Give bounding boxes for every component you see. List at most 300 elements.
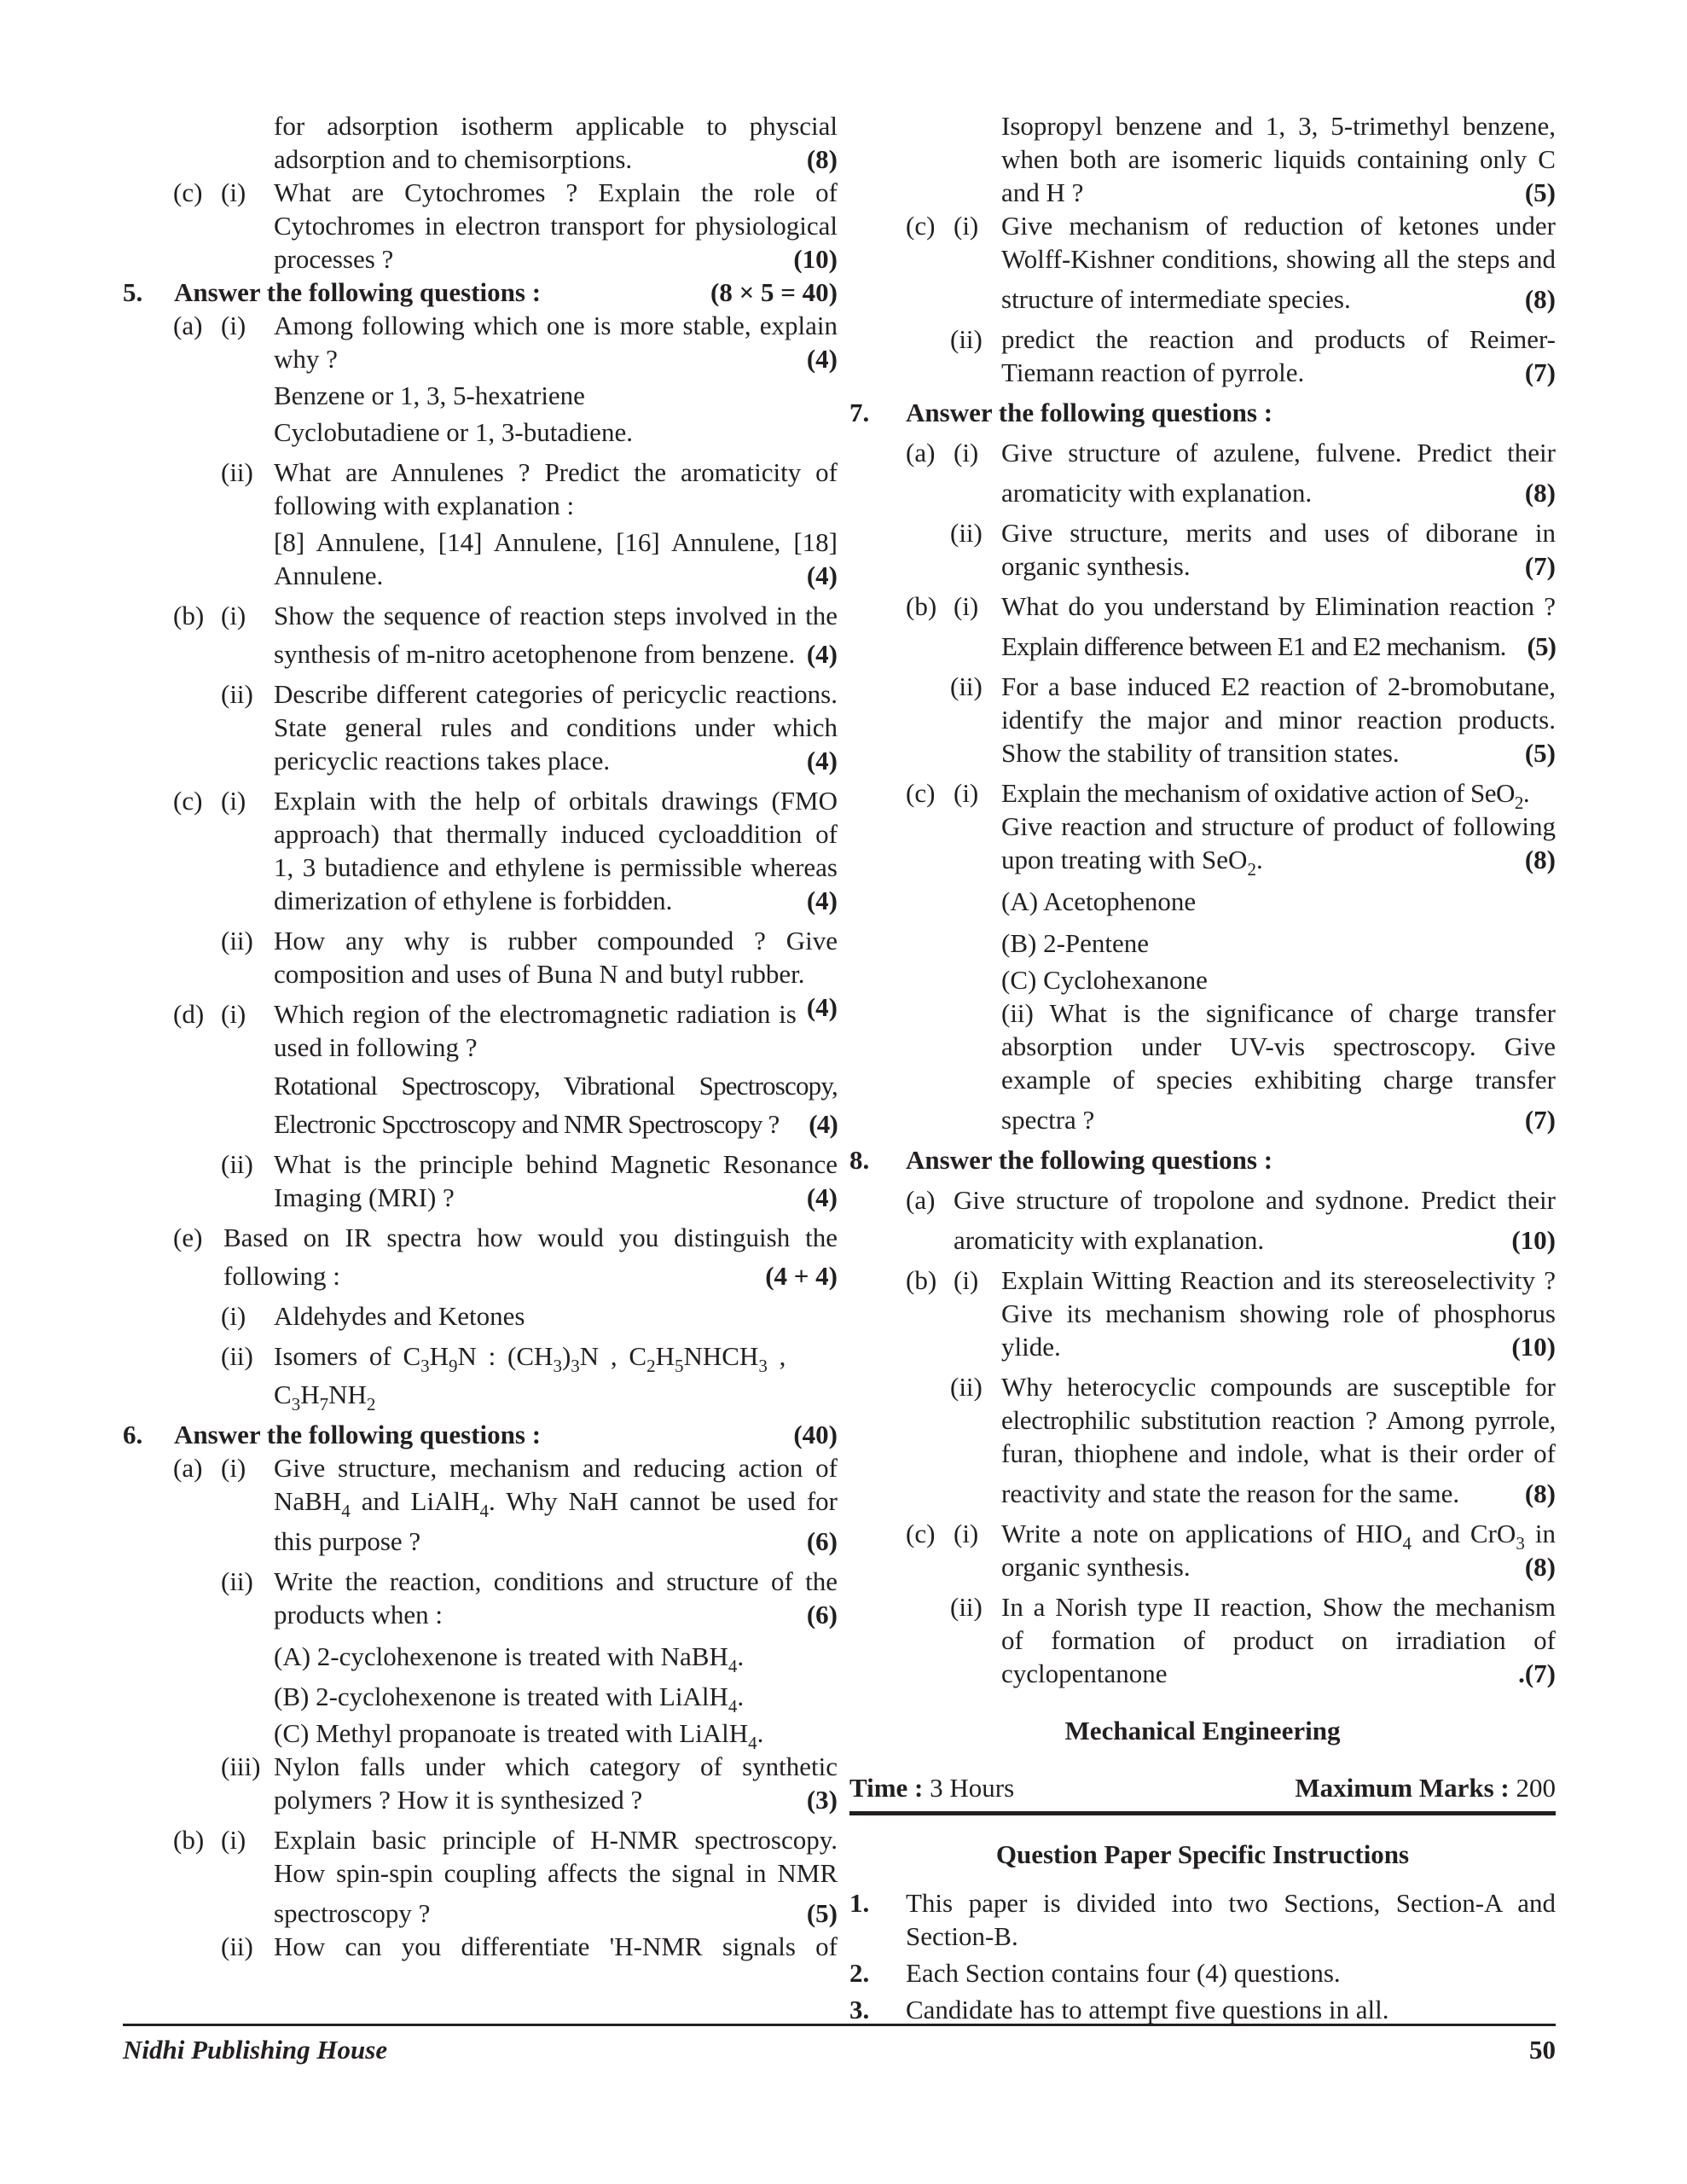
sub-label: (i) xyxy=(221,601,246,630)
text-line xyxy=(274,1783,838,1816)
part-label: (a) xyxy=(173,311,203,340)
text-line: Give structure, mechanism and reducing action of xyxy=(274,1453,838,1483)
q6a-iii xyxy=(123,1750,838,1816)
text-line xyxy=(1001,843,1556,880)
text-span: pericyclic reactions takes place. xyxy=(274,746,611,775)
marks: (6) xyxy=(806,1526,838,1556)
sub-label: (ii) xyxy=(950,1372,983,1402)
text-span: ylide. xyxy=(1001,1332,1061,1362)
q8a xyxy=(849,1183,1556,1257)
text-span: reactivity and state the reason for the same. xyxy=(1001,1478,1460,1508)
text-line: Write the reaction, conditions and structure of the xyxy=(274,1566,838,1596)
text-line: when both are isomeric liquids containing only C xyxy=(1001,144,1556,174)
text-span: and H ? xyxy=(1001,177,1084,207)
text-line: Each Section contains four (4) questions. xyxy=(906,1958,1341,1988)
text-span: polymers ? How it is synthesized ? xyxy=(274,1785,643,1815)
text-span: cyclopentanone xyxy=(1001,1658,1168,1688)
t: H xyxy=(300,1380,320,1409)
subscript: 2 xyxy=(366,1394,376,1414)
left-column xyxy=(123,109,838,1963)
text-line xyxy=(1001,736,1556,770)
text-line xyxy=(1001,776,1556,813)
question-title: Answer the following questions : xyxy=(174,277,542,307)
marks: (4) xyxy=(806,344,838,374)
sub-label: (ii) xyxy=(950,671,983,701)
marks: (10) xyxy=(1511,1332,1556,1362)
q7b-i xyxy=(849,590,1556,663)
q4b-continuation xyxy=(123,109,838,176)
right-column xyxy=(849,109,1556,2026)
t: Methyl propanoate is treated with LiAlH xyxy=(316,1718,749,1748)
instruction-2 xyxy=(849,1956,1556,1989)
q6b-ii xyxy=(123,1930,838,1963)
question-number: 8. xyxy=(849,1145,870,1175)
t: Isomers of C xyxy=(274,1341,421,1371)
text-line: electrophilic substitution reaction ? Among pyrrole, xyxy=(1001,1405,1556,1435)
t: N , C xyxy=(579,1341,647,1371)
marks: (10) xyxy=(1511,1225,1556,1255)
subscript: 3 xyxy=(1516,1533,1525,1554)
marks: (8 × 5 = 40) xyxy=(710,277,838,307)
t: in xyxy=(1524,1519,1557,1548)
marks: (5) xyxy=(1524,738,1556,768)
t: H xyxy=(429,1341,449,1371)
text-line xyxy=(1001,476,1556,509)
text-line xyxy=(274,1598,838,1631)
text-line xyxy=(274,637,838,671)
q6a-i xyxy=(123,1451,838,1558)
q5e-i xyxy=(123,1299,838,1333)
text-line xyxy=(1001,1477,1556,1510)
instruction-number: 1. xyxy=(849,1888,870,1918)
marks: (8) xyxy=(1524,284,1556,314)
time-info xyxy=(849,1771,1014,1804)
text-line: Among following which one is more stable, explain xyxy=(274,311,838,340)
subscript: 4 xyxy=(479,1501,489,1521)
text-line: for adsorption isotherm applicable to physcial xyxy=(274,111,838,141)
text-span: Show the stability of transition states. xyxy=(1001,738,1400,768)
q5e-ii xyxy=(123,1339,838,1414)
text-span: why ? xyxy=(274,344,338,374)
text-line: Nylon falls under which category of synthetic xyxy=(274,1751,838,1781)
subscript: 2 xyxy=(1514,793,1523,813)
marks: (4 + 4) xyxy=(765,1261,838,1291)
part-label: (c) xyxy=(906,211,936,241)
text-line: What are Annulenes ? Predict the aromaticity of xyxy=(274,457,838,487)
question-number: 6. xyxy=(123,1420,143,1449)
marks: .(7) xyxy=(1518,1658,1556,1688)
text-line: approach) that thermally induced cycloaddition of xyxy=(274,819,838,849)
text-line: Give mechanism of reduction of ketones under xyxy=(1001,211,1556,241)
q7a-i xyxy=(849,436,1556,509)
text-line: How spin-spin coupling affects the signal in NMR xyxy=(274,1858,838,1888)
question-title: Answer the following questions : xyxy=(906,398,1273,427)
q6c-ii xyxy=(849,322,1556,389)
text-line xyxy=(1001,1550,1556,1583)
text-span: organic synthesis. xyxy=(1001,1552,1191,1582)
q6-heading xyxy=(123,1418,838,1451)
question-number: 5. xyxy=(123,277,143,307)
text-line xyxy=(1001,996,1556,1030)
subscript: 3 xyxy=(758,1356,768,1376)
text-line xyxy=(1001,176,1556,209)
time-marks-row xyxy=(849,1771,1556,1815)
page-number: 50 xyxy=(1529,2035,1556,2065)
text-line xyxy=(1001,356,1556,389)
part-label: (a) xyxy=(173,1453,203,1483)
text-line: Show the sequence of reaction steps involved in the xyxy=(274,601,838,630)
t: 2-cyclohexenone is treated with NaBH xyxy=(316,1641,728,1671)
t: Explain the mechanism of oxidative action of SeO xyxy=(1001,778,1515,808)
subscript: 3 xyxy=(571,1356,580,1376)
subscript: 4 xyxy=(728,1656,738,1676)
marks: (4) xyxy=(806,561,838,590)
text-line xyxy=(954,1223,1556,1257)
text-line: absorption under UV-vis spectroscopy. Give xyxy=(1001,1031,1556,1061)
sub-label: (i) xyxy=(954,1519,979,1548)
q5e xyxy=(123,1221,838,1292)
text-line: Give reaction and structure of product of following xyxy=(1001,811,1556,841)
text-span: processes ? xyxy=(274,244,394,274)
text-line xyxy=(274,1896,838,1930)
text-span: organic synthesis. xyxy=(1001,551,1191,581)
text-line xyxy=(274,1107,838,1141)
q7c-i xyxy=(849,776,1556,996)
t: H xyxy=(655,1341,675,1371)
formula-line xyxy=(274,1378,838,1414)
text-line: Explain basic principle of H-NMR spectroscopy. xyxy=(274,1825,838,1855)
option-C: (C) Cyclohexanone xyxy=(1001,965,1208,995)
option-A xyxy=(274,1640,838,1676)
subscript: 2 xyxy=(646,1356,656,1376)
part-label: (c) xyxy=(173,177,203,207)
formula-line xyxy=(274,1339,838,1376)
text-span: dimerization of ethylene is forbidden. xyxy=(274,886,673,915)
part-label: (d) xyxy=(173,999,205,1029)
text-line xyxy=(274,744,838,777)
q8-heading xyxy=(849,1143,1556,1176)
instruction-1 xyxy=(849,1886,1556,1953)
text-line xyxy=(274,342,838,375)
text-line: Give structure, merits and uses of diborane in xyxy=(1001,518,1556,548)
marks: (4) xyxy=(806,992,838,1022)
page-footer xyxy=(123,2024,1556,2066)
sub-label: (i) xyxy=(954,778,979,808)
marks: (5) xyxy=(1524,177,1556,207)
t: Write a note on applications of HIO xyxy=(1001,1519,1403,1548)
sub-label: (ii) xyxy=(221,1341,253,1371)
marks: (8) xyxy=(1524,1478,1556,1508)
part-label: (c) xyxy=(906,778,936,808)
q5a-i xyxy=(123,309,838,449)
subscript: 4 xyxy=(748,1733,757,1753)
text-line xyxy=(274,142,838,176)
part-label: (b) xyxy=(173,601,205,630)
sub-label: (i) xyxy=(221,1301,246,1331)
sub-label: (ii) xyxy=(221,1931,253,1961)
question-number: 7. xyxy=(849,398,870,427)
t: . xyxy=(737,1641,745,1671)
text-line xyxy=(274,1484,838,1521)
q8b-i xyxy=(849,1263,1556,1363)
t: NaBH xyxy=(274,1486,342,1516)
text-line xyxy=(1001,630,1556,663)
text-line: For a base induced E2 reaction of 2-bromobutane, xyxy=(1001,671,1556,701)
text-span: products when : xyxy=(274,1600,443,1629)
text-line: Cyclobutadiene or 1, 3-butadiene. xyxy=(274,417,633,447)
text-line xyxy=(274,1181,838,1214)
text-line: Give structure of tropolone and sydnone. Predict their xyxy=(954,1185,1556,1215)
question-title: Answer the following questions : xyxy=(906,1145,1273,1175)
text-line: What is the principle behind Magnetic Resonance xyxy=(274,1149,838,1179)
question-title-row xyxy=(906,396,1556,429)
marks: (4) xyxy=(806,886,838,915)
sub-label: (ii) xyxy=(221,926,253,956)
part-label: (e) xyxy=(173,1223,203,1252)
text-span: Explain difference between E1 and E2 mechanism. xyxy=(1001,631,1506,661)
text-span: following : xyxy=(223,1261,340,1291)
sub-label: (i) xyxy=(954,211,979,241)
text-line: Give its mechanism showing role of phosphorus xyxy=(1001,1298,1556,1328)
q7-heading xyxy=(849,396,1556,429)
text-span: spectroscopy ? xyxy=(274,1898,431,1928)
sub-label: (ii) xyxy=(950,324,983,354)
text-line: Cytochromes in electron transport for physiological xyxy=(274,211,838,241)
text-span: structure of intermediate species. xyxy=(1001,284,1351,314)
sub-label: (iii) xyxy=(221,1751,261,1781)
text-line: In a Norish type II reaction, Show the mechanism xyxy=(1001,1592,1556,1622)
text-span: this purpose ? xyxy=(274,1526,421,1556)
sub-label: (i) xyxy=(221,1453,246,1483)
text-span: Annulene. xyxy=(274,561,384,590)
marks: (8) xyxy=(1524,478,1556,508)
option-C xyxy=(274,1716,838,1753)
marks: (4) xyxy=(806,746,838,775)
option-A: (A) Acetophenone xyxy=(1001,886,1197,916)
sub-label: (i) xyxy=(221,999,246,1029)
text-line: Rotational Spectroscopy, Vibrational Spectroscopy, xyxy=(274,1071,838,1101)
subscript: 5 xyxy=(674,1356,684,1376)
subscript: 3 xyxy=(553,1356,562,1376)
question-title-row xyxy=(906,1143,1556,1176)
sub-label: (i) xyxy=(221,1825,246,1855)
t: . Why NaH cannot be used for xyxy=(488,1486,838,1516)
text-line xyxy=(223,1259,838,1292)
t: C xyxy=(274,1380,292,1409)
text-line xyxy=(1001,282,1556,316)
t: . xyxy=(1255,845,1263,874)
t: N : (CH xyxy=(457,1341,554,1371)
part-label: (c) xyxy=(906,1519,936,1548)
text-line: Explain Witting Reaction and its stereoselectivity ? xyxy=(1001,1265,1556,1295)
q5a-ii xyxy=(123,456,838,592)
subscript: 3 xyxy=(420,1356,430,1376)
marks: (7) xyxy=(1524,1105,1556,1135)
marks: (8) xyxy=(806,144,838,174)
q6a-ii xyxy=(123,1565,838,1753)
q5b-i xyxy=(123,599,838,671)
text-line: Section-B. xyxy=(906,1921,1018,1951)
subscript: 9 xyxy=(449,1356,458,1376)
time-value: 3 Hours xyxy=(930,1773,1015,1803)
text-line: Candidate has to attempt five questions in all. xyxy=(906,1995,1389,2024)
sub-label: (i) xyxy=(221,786,246,816)
question-title-row xyxy=(174,1418,838,1451)
part-label: (b) xyxy=(173,1825,205,1855)
max-marks-label: Maximum Marks : xyxy=(1295,1773,1510,1803)
t: . xyxy=(1522,778,1530,808)
text-line: This paper is divided into two Sections, Section-A and xyxy=(906,1888,1556,1918)
t: . xyxy=(757,1718,764,1748)
text-line: What are Cytochromes ? Explain the role of xyxy=(274,177,838,207)
text-line: Give structure of azulene, fulvene. Predict their xyxy=(1001,438,1556,468)
q5d-i xyxy=(123,997,838,1141)
text-line: Explain with the help of orbitals drawings (FMO xyxy=(274,786,838,816)
option-B: (B) 2-Pentene xyxy=(1001,928,1150,958)
text-line: following with explanation : xyxy=(274,491,575,520)
t: (B) xyxy=(274,1682,310,1711)
text-line xyxy=(1001,1330,1556,1363)
text-span: What is the significance of charge transfer xyxy=(1049,998,1556,1028)
t: ) xyxy=(561,1341,571,1371)
text-line xyxy=(1001,1657,1556,1690)
text-span: composition and uses of Buna N and butyl rubber. xyxy=(274,959,805,989)
text-line: Why heterocyclic compounds are susceptible for xyxy=(1001,1372,1556,1402)
sub-label: (ii) xyxy=(950,1592,983,1622)
subscript: 4 xyxy=(1402,1533,1412,1554)
marks: (7) xyxy=(1524,357,1556,387)
text-span: Tiemann reaction of pyrrole. xyxy=(1001,357,1305,387)
instruction-number: 2. xyxy=(849,1958,870,1988)
part-label: (b) xyxy=(906,1265,937,1295)
marks: (8) xyxy=(1524,845,1556,874)
text-line: Which region of the electromagnetic radiation is xyxy=(274,999,797,1029)
text-span: spectra ? xyxy=(1001,1105,1095,1135)
sub-label: (ii) xyxy=(221,1149,253,1179)
q6c-i xyxy=(849,209,1556,316)
marks: (5) xyxy=(1527,631,1556,661)
sub-label: (ii) xyxy=(221,1566,253,1596)
text-line xyxy=(1001,549,1556,583)
text-line: Based on IR spectra how would you distinguish the xyxy=(223,1223,838,1252)
q5d-ii xyxy=(123,1147,838,1214)
marks: (4) xyxy=(806,1182,838,1212)
text-line xyxy=(274,1525,838,1558)
marks: (4) xyxy=(809,1109,838,1139)
subscript: 4 xyxy=(728,1696,738,1716)
question-title: Answer the following questions : xyxy=(174,1420,542,1449)
q7b-ii xyxy=(849,670,1556,770)
q8c-i xyxy=(849,1517,1556,1583)
t: (C) xyxy=(274,1718,310,1748)
text-line: predict the reaction and products of Reimer- xyxy=(1001,324,1556,354)
text-line: of formation of product on irradiation of xyxy=(1001,1625,1556,1655)
text-line: used in following ? xyxy=(274,1032,478,1062)
q6b-ii-continuation xyxy=(849,109,1556,209)
t: (A) xyxy=(274,1641,311,1671)
marks: (6) xyxy=(806,1600,838,1629)
time-label: Time : xyxy=(849,1773,924,1803)
instruction-number: 3. xyxy=(849,1995,870,2024)
text-line: identify the major and minor reaction products. xyxy=(1001,705,1556,735)
q8b-ii xyxy=(849,1370,1556,1510)
subscript: 7 xyxy=(319,1394,329,1414)
text-line: State general rules and conditions under which xyxy=(274,712,838,742)
marks: (10) xyxy=(793,244,838,274)
text-line: Wolff-Kishner conditions, showing all the steps and xyxy=(1001,244,1556,274)
t: 2-cyclohexenone is treated with LiAlH xyxy=(316,1682,728,1711)
sub-label: (i) xyxy=(221,311,246,340)
sub-label: (i) xyxy=(954,1265,979,1295)
text-line: What do you understand by Elimination reaction ? xyxy=(1001,591,1556,621)
text-line xyxy=(1001,1103,1556,1136)
text-span: adsorption and to chemisorptions. xyxy=(274,144,633,174)
text-line: How can you differentiate 'H-NMR signals of xyxy=(274,1931,838,1961)
text-line: 1, 3 butadience and ethylene is permissible whereas xyxy=(274,852,838,882)
q5c-i xyxy=(123,784,838,917)
text-line xyxy=(274,559,838,592)
sub-label: (ii) xyxy=(1001,998,1034,1028)
t: NHCH xyxy=(683,1341,759,1371)
t: NH xyxy=(328,1380,367,1409)
part-label: (a) xyxy=(906,438,936,468)
marks: (40) xyxy=(793,1420,838,1449)
text-line: Benzene or 1, 3, 5-hexatriene xyxy=(274,380,585,410)
sub-label: (i) xyxy=(954,591,979,621)
text-line: Isopropyl benzene and 1, 3, 5-trimethyl benzene, xyxy=(1001,111,1556,141)
max-marks-info xyxy=(1295,1771,1556,1804)
marks: (7) xyxy=(1524,551,1556,581)
marks: (5) xyxy=(806,1898,838,1928)
q7c-ii xyxy=(849,996,1556,1136)
text-line xyxy=(1001,1517,1557,1554)
text-line: [8] Annulene, [14] Annulene, [16] Annulene, [18] xyxy=(274,527,838,557)
instructions-title: Question Paper Specific Instructions xyxy=(995,1839,1410,1869)
t: upon treating with SeO xyxy=(1001,845,1248,874)
t: . xyxy=(737,1682,745,1711)
part-label: (c) xyxy=(173,786,203,816)
instruction-3 xyxy=(849,1993,1556,2026)
publisher-name: Nidhi Publishing House xyxy=(123,2035,388,2065)
text-span: Electronic Spcctroscopy and NMR Spectroscopy ? xyxy=(274,1109,780,1139)
option-B xyxy=(274,1680,838,1716)
text-span: aromaticity with explanation. xyxy=(1001,478,1313,508)
sub-label: (ii) xyxy=(221,679,253,709)
subscript: 2 xyxy=(1247,859,1256,880)
text-line xyxy=(274,884,838,917)
marks: (3) xyxy=(806,1785,838,1815)
text-line: Describe different categories of pericyclic reactions. xyxy=(274,679,838,709)
text-line: How any why is rubber compounded ? Give xyxy=(274,926,838,956)
subscript: 4 xyxy=(341,1501,351,1521)
q7a-ii xyxy=(849,516,1556,583)
question-title-row xyxy=(174,276,838,309)
section-title: Mechanical Engineering xyxy=(1064,1716,1341,1745)
sub-label: (ii) xyxy=(950,518,983,548)
text-span: Imaging (MRI) ? xyxy=(274,1182,455,1212)
t: , xyxy=(767,1341,786,1371)
sub-label: (i) xyxy=(954,438,979,468)
q8c-ii xyxy=(849,1590,1556,1690)
text-line xyxy=(274,242,838,276)
sub-label: (ii) xyxy=(221,457,253,487)
text-line: Aldehydes and Ketones xyxy=(274,1301,525,1331)
text-line: example of species exhibiting charge transfer xyxy=(1001,1065,1556,1095)
max-marks-value: 200 xyxy=(1516,1773,1556,1803)
subscript: 3 xyxy=(291,1394,301,1414)
q5b-ii xyxy=(123,677,838,777)
sub-label: (i) xyxy=(221,177,246,207)
